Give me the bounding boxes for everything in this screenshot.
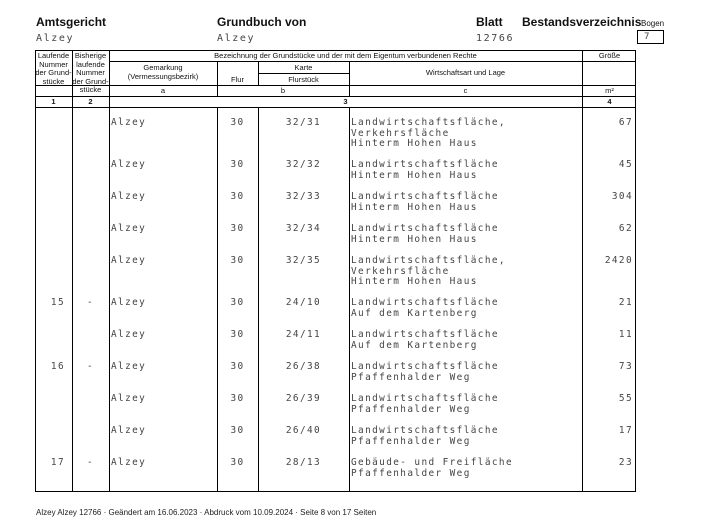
cell-flur: 30 — [230, 159, 245, 170]
karte-underline — [258, 73, 349, 74]
cell-flur: 30 — [230, 425, 245, 436]
header-rule — [35, 107, 636, 108]
cell-groesse: 2420 — [604, 255, 633, 266]
column-rule — [109, 50, 110, 492]
cell-gemarkung: Alzey — [111, 117, 147, 128]
cell-flur: 30 — [230, 191, 245, 202]
cell-gemarkung: Alzey — [111, 329, 147, 340]
cell-groesse: 17 — [618, 425, 633, 436]
sheet-label: Blatt — [476, 15, 503, 29]
cell-groesse: 62 — [618, 223, 633, 234]
cell-prev-nr: - — [86, 361, 95, 372]
cell-groesse: 67 — [618, 117, 633, 128]
cell-groesse: 21 — [618, 297, 633, 308]
cell-wirtschaftsart-lage: Landwirtschaftsfläche Hinterm Hohen Haus — [351, 223, 499, 245]
cell-flurstueck: 32/31 — [285, 117, 322, 128]
cell-gemarkung: Alzey — [111, 255, 147, 266]
cell-flurstueck: 32/35 — [285, 255, 322, 266]
cell-gemarkung: Alzey — [111, 361, 147, 372]
col-sub-b: b — [280, 86, 286, 95]
cell-wirtschaftsart-lage: Landwirtschaftsfläche Auf dem Kartenberg — [351, 297, 499, 319]
cell-flur: 30 — [230, 117, 245, 128]
cell-flur: 30 — [230, 255, 245, 266]
cell-wirtschaftsart-lage: Landwirtschaftsfläche, Verkehrsfläche Hinterm Hohen Haus — [351, 255, 506, 287]
cell-gemarkung: Alzey — [111, 425, 147, 436]
cell-groesse: 304 — [611, 191, 633, 202]
col-number-4: 4 — [607, 97, 612, 106]
cell-wirtschaftsart-lage: Landwirtschaftsfläche Hinterm Hohen Haus — [351, 191, 499, 213]
cell-groesse: 23 — [618, 457, 633, 468]
cell-lfd-nr: 16 — [50, 361, 65, 372]
cell-gemarkung: Alzey — [111, 223, 147, 234]
cell-wirtschaftsart-lage: Landwirtschaftsfläche, Verkehrsfläche Hinterm Hohen Haus — [351, 117, 506, 149]
cell-groesse: 73 — [618, 361, 633, 372]
col-head-wirtschaftsart: Wirtschaftsart und Lage — [425, 68, 506, 77]
cell-wirtschaftsart-lage: Landwirtschaftsfläche Pfaffenhalder Weg — [351, 425, 499, 447]
register-label: Bestandsverzeichnis — [522, 15, 642, 29]
col-head-description: Bezeichnung der Grundstücke und der mit dem Eigentum verbundenen Rechte — [214, 51, 477, 60]
col-head-lfd-nr: Laufende Nummer der Grund-stücke — [35, 51, 72, 86]
cell-flurstueck: 26/38 — [285, 361, 322, 372]
col-head-size: Größe — [598, 51, 621, 60]
cell-wirtschaftsart-lage: Landwirtschaftsfläche Auf dem Kartenberg — [351, 329, 499, 351]
header-rule — [35, 85, 636, 86]
col-sub-c: c — [463, 86, 468, 95]
sheet-value: 12766 — [476, 33, 515, 44]
cell-flur: 30 — [230, 361, 245, 372]
cell-gemarkung: Alzey — [111, 393, 147, 404]
cell-flur: 30 — [230, 457, 245, 468]
cell-gemarkung: Alzey — [111, 159, 147, 170]
col-unit: m² — [605, 86, 614, 95]
book-value: Alzey — [217, 33, 256, 44]
col-number-1: 1 — [51, 97, 56, 106]
col-number-3: 3 — [343, 97, 348, 106]
cell-flurstueck: 24/10 — [285, 297, 322, 308]
cell-lfd-nr: 15 — [50, 297, 65, 308]
cell-flurstueck: 28/13 — [285, 457, 322, 468]
cell-flurstueck: 26/39 — [285, 393, 322, 404]
cell-flurstueck: 32/32 — [285, 159, 322, 170]
court-value: Alzey — [36, 33, 75, 44]
cell-wirtschaftsart-lage: Landwirtschaftsfläche Pfaffenhalder Weg — [351, 361, 499, 383]
cell-flurstueck: 32/33 — [285, 191, 322, 202]
court-label: Amtsgericht — [36, 15, 107, 29]
cell-flurstueck: 24/11 — [285, 329, 322, 340]
cell-groesse: 55 — [618, 393, 633, 404]
book-label: Grundbuch von — [217, 15, 307, 29]
col-head-gemarkung: Gemarkung (Vermessungsbezirk) — [127, 63, 199, 81]
cell-wirtschaftsart-lage: Landwirtschaftsfläche Hinterm Hohen Haus — [351, 159, 499, 181]
cell-flur: 30 — [230, 329, 245, 340]
header-rule — [109, 61, 636, 62]
header-rule — [35, 96, 636, 97]
cell-groesse: 45 — [618, 159, 633, 170]
cell-prev-nr: - — [86, 297, 95, 308]
cell-wirtschaftsart-lage: Landwirtschaftsfläche Pfaffenhalder Weg — [351, 393, 499, 415]
cell-flur: 30 — [230, 223, 245, 234]
cell-prev-nr: - — [86, 457, 95, 468]
col-head-flurstueck: Flurstück — [288, 75, 319, 84]
cell-gemarkung: Alzey — [111, 297, 147, 308]
cell-gemarkung: Alzey — [111, 191, 147, 202]
cell-flurstueck: 26/40 — [285, 425, 322, 436]
col-head-flur: Flur — [231, 75, 244, 84]
cell-lfd-nr: 17 — [50, 457, 65, 468]
page-label: Bogen — [641, 19, 665, 28]
cell-wirtschaftsart-lage: Gebäude- und Freifläche Pfaffenhalder Weg — [351, 457, 514, 479]
cell-flurstueck: 32/34 — [285, 223, 322, 234]
col-head-prev-nr: Bisherige laufende Nummer der Grund-stücke — [72, 51, 109, 94]
col-head-karte: Karte — [294, 63, 313, 72]
page-footer: Alzey Alzey 12766 · Geändert am 16.06.2023 · Abdruck vom 10.09.2024 · Seite 8 von 17 Seiten — [36, 508, 377, 517]
cell-flur: 30 — [230, 393, 245, 404]
column-rule — [72, 50, 73, 492]
column-rule — [349, 107, 350, 492]
col-number-2: 2 — [88, 97, 93, 106]
cell-gemarkung: Alzey — [111, 457, 147, 468]
col-sub-a: a — [160, 86, 166, 95]
page-number-box: 7 — [637, 30, 664, 44]
cell-groesse: 11 — [618, 329, 633, 340]
cell-flur: 30 — [230, 297, 245, 308]
